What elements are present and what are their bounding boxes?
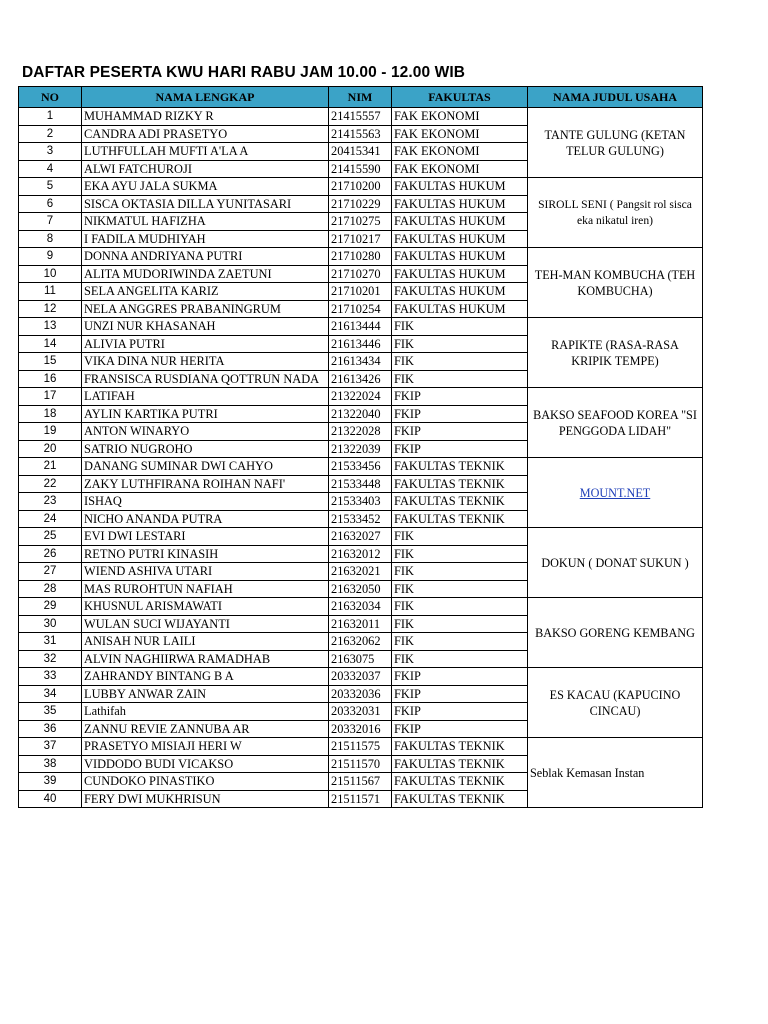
business-name-cell: BAKSO GORENG KEMBANG [528, 598, 703, 668]
no-cell: 16 [19, 370, 82, 388]
name-cell: MUHAMMAD RIZKY R [82, 108, 329, 126]
fakultas-cell: FIK [392, 633, 528, 651]
fakultas-cell: FIK [392, 370, 528, 388]
name-cell: ZANNU REVIE ZANNUBA AR [82, 720, 329, 738]
fakultas-cell: FIK [392, 580, 528, 598]
fakultas-cell: FAKULTAS HUKUM [392, 195, 528, 213]
nim-cell: 20332016 [329, 720, 392, 738]
table-row [19, 248, 703, 266]
nim-cell: 21322028 [329, 423, 392, 441]
no-cell: 33 [19, 668, 82, 686]
fakultas-cell: FKIP [392, 388, 528, 406]
name-cell: WULAN SUCI WIJAYANTI [82, 615, 329, 633]
no-cell: 18 [19, 405, 82, 423]
nim-cell: 21632011 [329, 615, 392, 633]
name-cell: ANISAH NUR LAILI [82, 633, 329, 651]
nim-cell: 21613446 [329, 335, 392, 353]
fakultas-cell: FAKULTAS HUKUM [392, 178, 528, 196]
fakultas-cell: FAKULTAS TEKNIK [392, 773, 528, 791]
nim-cell: 21710275 [329, 213, 392, 231]
name-cell: SELA ANGELITA KARIZ [82, 283, 329, 301]
fakultas-cell: FAKULTAS TEKNIK [392, 738, 528, 756]
name-cell: NIKMATUL HAFIZHA [82, 213, 329, 231]
name-cell: DANANG SUMINAR DWI CAHYO [82, 458, 329, 476]
no-cell: 6 [19, 195, 82, 213]
name-cell: MAS RUROHTUN NAFIAH [82, 580, 329, 598]
fakultas-cell: FAK EKONOMI [392, 143, 528, 161]
name-cell: CANDRA ADI PRASETYO [82, 125, 329, 143]
name-cell: WIEND ASHIVA UTARI [82, 563, 329, 581]
fakultas-cell: FIK [392, 598, 528, 616]
business-name-cell: Seblak Kemasan Instan [528, 738, 703, 808]
nim-cell: 21415563 [329, 125, 392, 143]
nim-cell: 21632062 [329, 633, 392, 651]
table-body [19, 108, 703, 808]
table-row [19, 458, 703, 476]
nim-cell: 20332037 [329, 668, 392, 686]
name-cell: RETNO PUTRI KINASIH [82, 545, 329, 563]
name-cell: NICHO ANANDA PUTRA [82, 510, 329, 528]
no-cell: 27 [19, 563, 82, 581]
fakultas-cell: FAK EKONOMI [392, 125, 528, 143]
no-cell: 3 [19, 143, 82, 161]
no-cell: 26 [19, 545, 82, 563]
fakultas-cell: FAKULTAS HUKUM [392, 300, 528, 318]
no-cell: 23 [19, 493, 82, 511]
fakultas-cell: FKIP [392, 423, 528, 441]
no-cell: 10 [19, 265, 82, 283]
fakultas-cell: FAKULTAS HUKUM [392, 248, 528, 266]
no-cell: 30 [19, 615, 82, 633]
no-cell: 34 [19, 685, 82, 703]
name-cell: PRASETYO MISIAJI HERI W [82, 738, 329, 756]
business-name-cell: DOKUN ( DONAT SUKUN ) [528, 528, 703, 598]
nim-cell: 21632021 [329, 563, 392, 581]
column-header-fakultas: FAKULTAS [392, 87, 528, 108]
no-cell: 31 [19, 633, 82, 651]
fakultas-cell: FKIP [392, 440, 528, 458]
fakultas-cell: FIK [392, 563, 528, 581]
table-row [19, 528, 703, 546]
business-name-cell: ES KACAU (KAPUCINO CINCAU) [528, 668, 703, 738]
fakultas-cell: FIK [392, 650, 528, 668]
column-header-nim: NIM [329, 87, 392, 108]
no-cell: 15 [19, 353, 82, 371]
no-cell: 40 [19, 790, 82, 808]
nim-cell: 21322024 [329, 388, 392, 406]
nim-cell: 21710217 [329, 230, 392, 248]
no-cell: 25 [19, 528, 82, 546]
nim-cell: 21710270 [329, 265, 392, 283]
nim-cell: 21710201 [329, 283, 392, 301]
column-header-usaha: NAMA JUDUL USAHA [528, 87, 703, 108]
no-cell: 22 [19, 475, 82, 493]
name-cell: ALIVIA PUTRI [82, 335, 329, 353]
name-cell: LUBBY ANWAR ZAIN [82, 685, 329, 703]
fakultas-cell: FAKULTAS HUKUM [392, 213, 528, 231]
name-cell: ALWI FATCHUROJI [82, 160, 329, 178]
business-name-cell: TANTE GULUNG (KETAN TELUR GULUNG) [528, 108, 703, 178]
name-cell: SATRIO NUGROHO [82, 440, 329, 458]
table-row [19, 668, 703, 686]
no-cell: 4 [19, 160, 82, 178]
no-cell: 9 [19, 248, 82, 266]
nim-cell: 21632027 [329, 528, 392, 546]
table-row [19, 598, 703, 616]
no-cell: 7 [19, 213, 82, 231]
fakultas-cell: FAKULTAS HUKUM [392, 265, 528, 283]
fakultas-cell: FAKULTAS TEKNIK [392, 755, 528, 773]
fakultas-cell: FAKULTAS TEKNIK [392, 493, 528, 511]
fakultas-cell: FAKULTAS HUKUM [392, 283, 528, 301]
nim-cell: 20332031 [329, 703, 392, 721]
fakultas-cell: FAKULTAS TEKNIK [392, 458, 528, 476]
no-cell: 24 [19, 510, 82, 528]
business-name-cell: BAKSO SEAFOOD KOREA "SI PENGGODA LIDAH" [528, 388, 703, 458]
nim-cell: 21511571 [329, 790, 392, 808]
name-cell: EKA AYU JALA SUKMA [82, 178, 329, 196]
no-cell: 13 [19, 318, 82, 336]
nim-cell: 21533448 [329, 475, 392, 493]
name-cell: LATIFAH [82, 388, 329, 406]
no-cell: 36 [19, 720, 82, 738]
no-cell: 35 [19, 703, 82, 721]
nim-cell: 21322039 [329, 440, 392, 458]
nim-cell: 21632034 [329, 598, 392, 616]
name-cell: KHUSNUL ARISMAWATI [82, 598, 329, 616]
fakultas-cell: FKIP [392, 668, 528, 686]
fakultas-cell: FAK EKONOMI [392, 160, 528, 178]
business-name-cell [528, 458, 703, 528]
no-cell: 14 [19, 335, 82, 353]
no-cell: 17 [19, 388, 82, 406]
name-cell: ISHAQ [82, 493, 329, 511]
name-cell: ANTON WINARYO [82, 423, 329, 441]
nim-cell: 21710254 [329, 300, 392, 318]
table-row [19, 178, 703, 196]
name-cell: ALITA MUDORIWINDA ZAETUNI [82, 265, 329, 283]
nim-cell: 21710200 [329, 178, 392, 196]
name-cell: AYLIN KARTIKA PUTRI [82, 405, 329, 423]
nim-cell: 21511575 [329, 738, 392, 756]
nim-cell: 21632050 [329, 580, 392, 598]
no-cell: 28 [19, 580, 82, 598]
column-header-nama: NAMA LENGKAP [82, 87, 329, 108]
nim-cell: 21710229 [329, 195, 392, 213]
no-cell: 37 [19, 738, 82, 756]
fakultas-cell: FAKULTAS TEKNIK [392, 790, 528, 808]
nim-cell: 21632012 [329, 545, 392, 563]
table-header-row [19, 87, 703, 108]
business-name-cell: SIROLL SENI ( Pangsit rol sisca eka nikatul iren) [528, 178, 703, 248]
no-cell: 8 [19, 230, 82, 248]
business-name-cell: TEH-MAN KOMBUCHA (TEH KOMBUCHA) [528, 248, 703, 318]
nim-cell: 2163075 [329, 650, 392, 668]
fakultas-cell: FKIP [392, 685, 528, 703]
name-cell: EVI DWI LESTARI [82, 528, 329, 546]
no-cell: 29 [19, 598, 82, 616]
fakultas-cell: FIK [392, 353, 528, 371]
page-title: DAFTAR PESERTA KWU HARI RABU JAM 10.00 - 12.00 WIB [22, 64, 466, 81]
name-cell: SISCA OKTASIA DILLA YUNITASARI [82, 195, 329, 213]
fakultas-cell: FAK EKONOMI [392, 108, 528, 126]
nim-cell: 21533452 [329, 510, 392, 528]
no-cell: 12 [19, 300, 82, 318]
name-cell: VIKA DINA NUR HERITA [82, 353, 329, 371]
fakultas-cell: FKIP [392, 703, 528, 721]
name-cell: I FADILA MUDHIYAH [82, 230, 329, 248]
no-cell: 38 [19, 755, 82, 773]
fakultas-cell: FAKULTAS TEKNIK [392, 510, 528, 528]
nim-cell: 21415590 [329, 160, 392, 178]
table-row [19, 108, 703, 126]
name-cell: VIDDODO BUDI VICAKSO [82, 755, 329, 773]
no-cell: 2 [19, 125, 82, 143]
nim-cell: 21322040 [329, 405, 392, 423]
table-row [19, 318, 703, 336]
fakultas-cell: FAKULTAS HUKUM [392, 230, 528, 248]
no-cell: 1 [19, 108, 82, 126]
no-cell: 19 [19, 423, 82, 441]
no-cell: 39 [19, 773, 82, 791]
column-header-no: NO [19, 87, 82, 108]
business-name-cell: RAPIKTE (RASA-RASA KRIPIK TEMPE) [528, 318, 703, 388]
nim-cell: 21415557 [329, 108, 392, 126]
fakultas-cell: FKIP [392, 720, 528, 738]
nim-cell: 21511570 [329, 755, 392, 773]
name-cell: Lathifah [82, 703, 329, 721]
table-row [19, 388, 703, 406]
name-cell: LUTHFULLAH MUFTI A'LA A [82, 143, 329, 161]
no-cell: 21 [19, 458, 82, 476]
no-cell: 20 [19, 440, 82, 458]
fakultas-cell: FIK [392, 528, 528, 546]
nim-cell: 21511567 [329, 773, 392, 791]
nim-cell: 21613426 [329, 370, 392, 388]
participant-table [18, 86, 703, 808]
name-cell: ALVIN NAGHIIRWA RAMADHAB [82, 650, 329, 668]
business-link[interactable]: MOUNT.NET [579, 485, 651, 500]
name-cell: FRANSISCA RUSDIANA QOTTRUN NADA [82, 370, 329, 388]
nim-cell: 21613434 [329, 353, 392, 371]
fakultas-cell: FIK [392, 335, 528, 353]
nim-cell: 21613444 [329, 318, 392, 336]
name-cell: DONNA ANDRIYANA PUTRI [82, 248, 329, 266]
no-cell: 11 [19, 283, 82, 301]
fakultas-cell: FKIP [392, 405, 528, 423]
no-cell: 32 [19, 650, 82, 668]
name-cell: ZAHRANDY BINTANG B A [82, 668, 329, 686]
nim-cell: 20415341 [329, 143, 392, 161]
nim-cell: 21533403 [329, 493, 392, 511]
table-row [19, 738, 703, 756]
fakultas-cell: FAKULTAS TEKNIK [392, 475, 528, 493]
name-cell: NELA ANGGRES PRABANINGRUM [82, 300, 329, 318]
fakultas-cell: FIK [392, 545, 528, 563]
name-cell: CUNDOKO PINASTIKO [82, 773, 329, 791]
nim-cell: 21710280 [329, 248, 392, 266]
nim-cell: 20332036 [329, 685, 392, 703]
fakultas-cell: FIK [392, 318, 528, 336]
no-cell: 5 [19, 178, 82, 196]
nim-cell: 21533456 [329, 458, 392, 476]
name-cell: FERY DWI MUKHRISUN [82, 790, 329, 808]
name-cell: UNZI NUR KHASANAH [82, 318, 329, 336]
fakultas-cell: FIK [392, 615, 528, 633]
name-cell: ZAKY LUTHFIRANA ROIHAN NAFI' [82, 475, 329, 493]
